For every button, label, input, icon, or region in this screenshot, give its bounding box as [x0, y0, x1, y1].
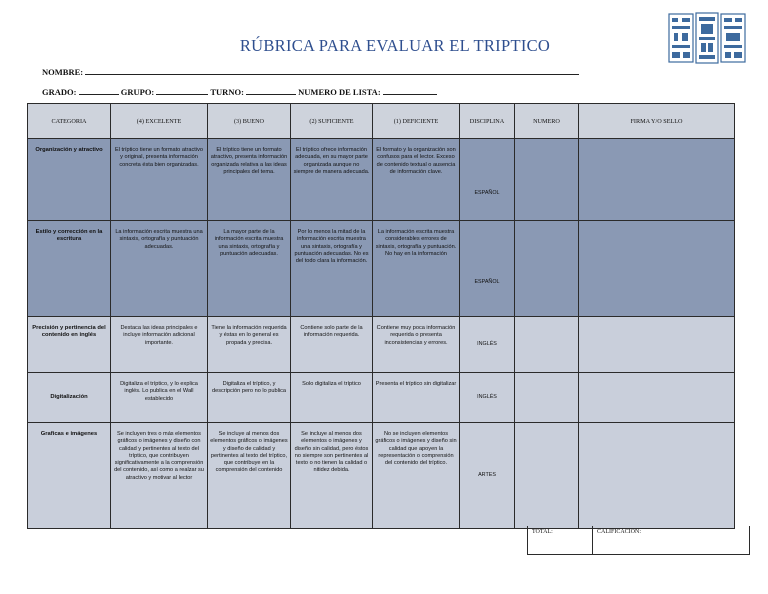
cell-disciplina: INGLÉS — [460, 373, 515, 423]
cell-excelente: Digitaliza el tríptico, y lo explica inglés. Lo publica en el Wall establecido — [111, 373, 208, 423]
institution-logo-icon — [668, 12, 746, 64]
cell-numero[interactable] — [515, 373, 579, 423]
turno-label: TURNO: — [210, 87, 244, 97]
cell-numero[interactable] — [515, 139, 579, 221]
cell-bueno: La mayor parte de la información escrita muestra una sintaxis, ortografía y puntuación adecuadas. — [208, 221, 291, 317]
cell-numero[interactable] — [515, 317, 579, 373]
nombre-label: NOMBRE: — [42, 67, 84, 77]
calificacion-label[interactable]: CALIFICACION: — [597, 529, 642, 535]
cell-suficiente: Por lo menos la mitad de la información escrita muestra una sintaxis, ortografía y puntuación adecuadas. No es del todo clara la información. — [291, 221, 373, 317]
total-label[interactable]: TOTAL: — [528, 526, 593, 554]
header-deficiente: (1) DEFICIENTE — [373, 104, 460, 139]
cell-excelente: El tríptico tiene un formato atractivo y original, presenta información concreta ésta bien organizadas. — [111, 139, 208, 221]
header-firma: FIRMA Y/O SELLO — [579, 104, 735, 139]
table-row — [28, 221, 735, 317]
table-row — [28, 139, 735, 221]
lista-blank[interactable] — [383, 86, 437, 95]
cell-disciplina: ESPAÑOL — [460, 139, 515, 221]
cell-category: Digitalización — [28, 373, 111, 423]
cell-disciplina: ARTES — [460, 423, 515, 529]
cell-firma[interactable] — [579, 317, 735, 373]
rubric-table — [27, 103, 735, 529]
header-numero: NUMERO — [515, 104, 579, 139]
header-disciplina: DISCIPLINA — [460, 104, 515, 139]
info-line — [42, 86, 437, 97]
cell-category: Organización y atractivo — [28, 139, 111, 221]
header-row — [28, 104, 735, 139]
cell-suficiente: Se incluye al menos dos elementos o imágenes y diseño sin calidad, pero éstos no siempre son pertinentes al texto o no tienen la calidad o nitidez debida. — [291, 423, 373, 529]
totals-box — [527, 526, 750, 555]
cell-disciplina: INGLÉS — [460, 317, 515, 373]
cell-suficiente: Solo digitaliza el tríptico — [291, 373, 373, 423]
cell-firma[interactable] — [579, 139, 735, 221]
header-bueno: (3) BUENO — [208, 104, 291, 139]
cell-firma[interactable] — [579, 221, 735, 317]
cell-firma[interactable] — [579, 423, 735, 529]
grado-label: GRADO: — [42, 87, 77, 97]
cell-numero[interactable] — [515, 221, 579, 317]
cell-bueno: Digitaliza el tríptico, y descripción pero no lo publica — [208, 373, 291, 423]
table-row — [28, 373, 735, 423]
cell-category: Precisión y pertinencia del contenido en inglés — [28, 317, 111, 373]
cell-disciplina: ESPAÑOL — [460, 221, 515, 317]
cell-excelente: Se incluyen tres o más elementos gráficos o imágenes y diseño con calidad y pertinentes al texto del tríptico, que contribuyen significativamente a la comprensión del contenido, así como a realzar su atractivo y motivar al lector — [111, 423, 208, 529]
nombre-line — [42, 66, 579, 77]
cell-suficiente: Contiene solo parte de la información requerida. — [291, 317, 373, 373]
cell-bueno: Tiene la información requerida y éstas en lo general es propada y precisa. — [208, 317, 291, 373]
nombre-blank[interactable] — [85, 66, 579, 75]
cell-deficiente: La información escrita muestra considerables errores de sintaxis, ortografía y puntuación. No hay en la información — [373, 221, 460, 317]
header-categoria: CATEGORIA — [28, 104, 111, 139]
turno-blank[interactable] — [246, 86, 296, 95]
cell-category: Estilo y corrección en la escritura — [28, 221, 111, 317]
cell-excelente: La información escrita muestra una sintaxis, ortografía y puntuación adecuadas. — [111, 221, 208, 317]
header-excelente: (4) EXCELENTE — [111, 104, 208, 139]
grado-blank[interactable] — [79, 86, 119, 95]
cell-suficiente: El tríptico ofrece información adecuada, en su mayor parte organizada aunque no siempre de manera adecuada. — [291, 139, 373, 221]
table-row — [28, 423, 735, 529]
cell-numero[interactable] — [515, 423, 579, 529]
cell-deficiente: No se incluyen elementos gráficos o imágenes y diseño sin calidad que apoyen la representación o comprensión del contenido del tríptico. — [373, 423, 460, 529]
cell-bueno: Se incluye al menos dos elementos gráficos o imágenes y diseño de calidad y pertinentes al texto del tríptico, que contribuye en la comprensión del contenido — [208, 423, 291, 529]
cell-deficiente: El formato y la organización son confusos para el lector. Exceso de contenido textual o ausencia de información clave. — [373, 139, 460, 221]
table-row — [28, 317, 735, 373]
grupo-label: GRUPO: — [120, 87, 155, 97]
cell-bueno: El tríptico tiene un formato atractivo, presenta información organizada relativa a las ideas principales del tema. — [208, 139, 291, 221]
cell-excelente: Destaca las ideas principales e incluye información adicional importante. — [111, 317, 208, 373]
header-suficiente: (2) SUFICIENTE — [291, 104, 373, 139]
grupo-blank[interactable] — [156, 86, 208, 95]
cell-deficiente: Presenta el tríptico sin digitalizar — [373, 373, 460, 423]
cell-deficiente: Contiene muy poca información requerida o presenta inconsistencias y errores. — [373, 317, 460, 373]
lista-label: NUMERO DE LISTA: — [298, 87, 381, 97]
cell-firma[interactable] — [579, 373, 735, 423]
page-title: RÚBRICA PARA EVALUAR EL TRIPTICO — [239, 36, 551, 55]
cell-category: Graficas e imágenes — [28, 423, 111, 529]
